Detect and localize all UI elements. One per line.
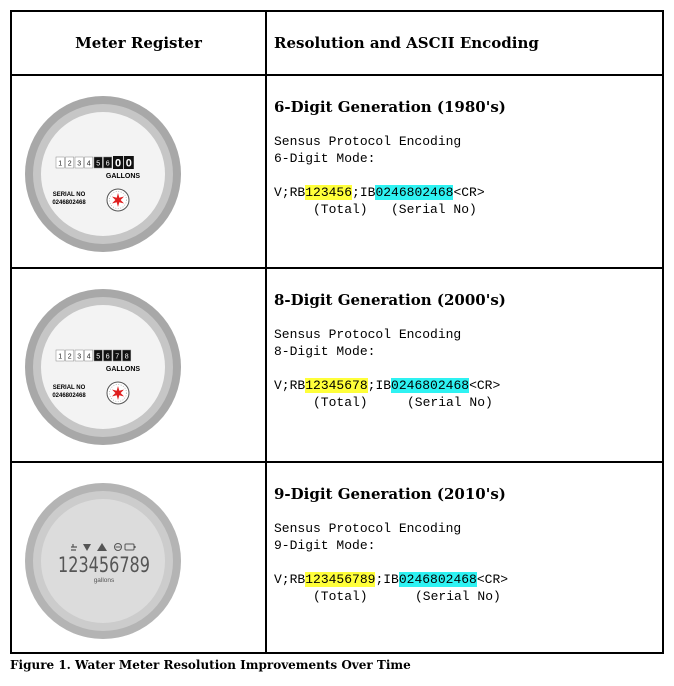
flow-star-icon (107, 382, 129, 404)
header-meter-register: Meter Register (75, 34, 202, 52)
odometer-digit: 3 (77, 160, 82, 168)
odometer-digit: 1 (58, 160, 63, 168)
encoding-suffix: <CR> (453, 185, 485, 200)
total-value: 123456 (305, 185, 353, 200)
encoding-mid: ;IB (375, 572, 399, 587)
meter-unit-label: GALLONS (105, 173, 141, 180)
odometer-digit: 6 (105, 353, 110, 361)
mode-line: 9-Digit Mode: (274, 538, 376, 553)
lcd-meter-9-digit (23, 481, 183, 641)
meter-serial-value: 0246802468 (52, 393, 86, 399)
serial-value: 0246802468 (391, 378, 470, 393)
mode-line: 8-Digit Mode: (274, 344, 376, 359)
total-label: (Total) (313, 202, 368, 217)
generation-title: 8-Digit Generation (2000's) (274, 291, 506, 309)
odometer-digit: 2 (67, 160, 72, 168)
mechanical-meter-6-digit (23, 94, 183, 254)
meter-cell-3 (12, 463, 265, 654)
flow-star-icon (107, 189, 129, 211)
odometer-digit: 8 (124, 353, 129, 361)
odometer-digit: 5 (96, 353, 101, 361)
total-value: 123456789 (305, 572, 376, 587)
total-label: (Total) (313, 395, 368, 410)
odometer-digit: 4 (86, 353, 91, 361)
odometer-large-digit: 0 (125, 157, 132, 170)
encoding-mid: ;IB (367, 378, 392, 393)
lcd-unit-label: gallons (93, 577, 115, 584)
serial-label: (Serial No) (407, 395, 493, 410)
encoding-prefix: V;RB (274, 185, 306, 200)
encoding-suffix: <CR> (469, 378, 501, 393)
protocol-line: Sensus Protocol Encoding (274, 134, 462, 149)
encoding-mid: ;IB (352, 185, 376, 200)
encoding-prefix: V;RB (274, 378, 306, 393)
odometer-digit: 4 (86, 160, 91, 168)
encoding-suffix: <CR> (476, 572, 509, 587)
odometer-digit: 1 (58, 353, 63, 361)
protocol-line: Sensus Protocol Encoding (274, 327, 462, 342)
odometer-digit: 5 (96, 160, 101, 168)
odometer-digit: 3 (77, 353, 82, 361)
odometer-digit: 7 (115, 353, 120, 361)
meter-unit-label: GALLONS (105, 366, 141, 373)
meter-serial-label: SERIAL NO (52, 192, 86, 198)
meter-cell-2 (12, 269, 265, 461)
odometer-digit: 6 (105, 160, 110, 168)
column-divider (265, 12, 267, 652)
total-value: 12345678 (305, 378, 368, 393)
odometer-digit: 2 (67, 353, 72, 361)
protocol-line: Sensus Protocol Encoding (274, 521, 462, 536)
generation-title: 6-Digit Generation (1980's) (274, 98, 506, 116)
meter-cell-1 (12, 76, 265, 267)
mode-line: 6-Digit Mode: (274, 151, 376, 166)
meter-serial-value: 0246802468 (52, 200, 86, 206)
meter-serial-label: SERIAL NO (52, 385, 86, 391)
serial-label: (Serial No) (391, 202, 477, 217)
encoding-cell-3 (274, 463, 654, 654)
serial-value: 0246802468 (375, 185, 454, 200)
total-label: (Total) (313, 589, 368, 604)
odometer-large-digit: 0 (114, 157, 122, 170)
lcd-reading: 123456789 (58, 553, 150, 577)
serial-label: (Serial No) (415, 589, 501, 604)
encoding-string (274, 571, 508, 588)
encoding-string (274, 377, 500, 394)
figure-caption: Figure 1. Water Meter Resolution Improvements Over Time (10, 658, 411, 672)
encoding-prefix: V;RB (274, 572, 306, 587)
mechanical-meter-8-digit (23, 287, 183, 447)
serial-value: 0246802468 (398, 572, 477, 587)
meter-comparison-table (10, 10, 664, 654)
encoding-string (274, 184, 485, 201)
encoding-cell-1 (274, 76, 654, 267)
header-resolution-encoding: Resolution and ASCII Encoding (274, 34, 539, 52)
generation-title: 9-Digit Generation (2010's) (274, 485, 506, 503)
encoding-cell-2 (274, 269, 654, 461)
